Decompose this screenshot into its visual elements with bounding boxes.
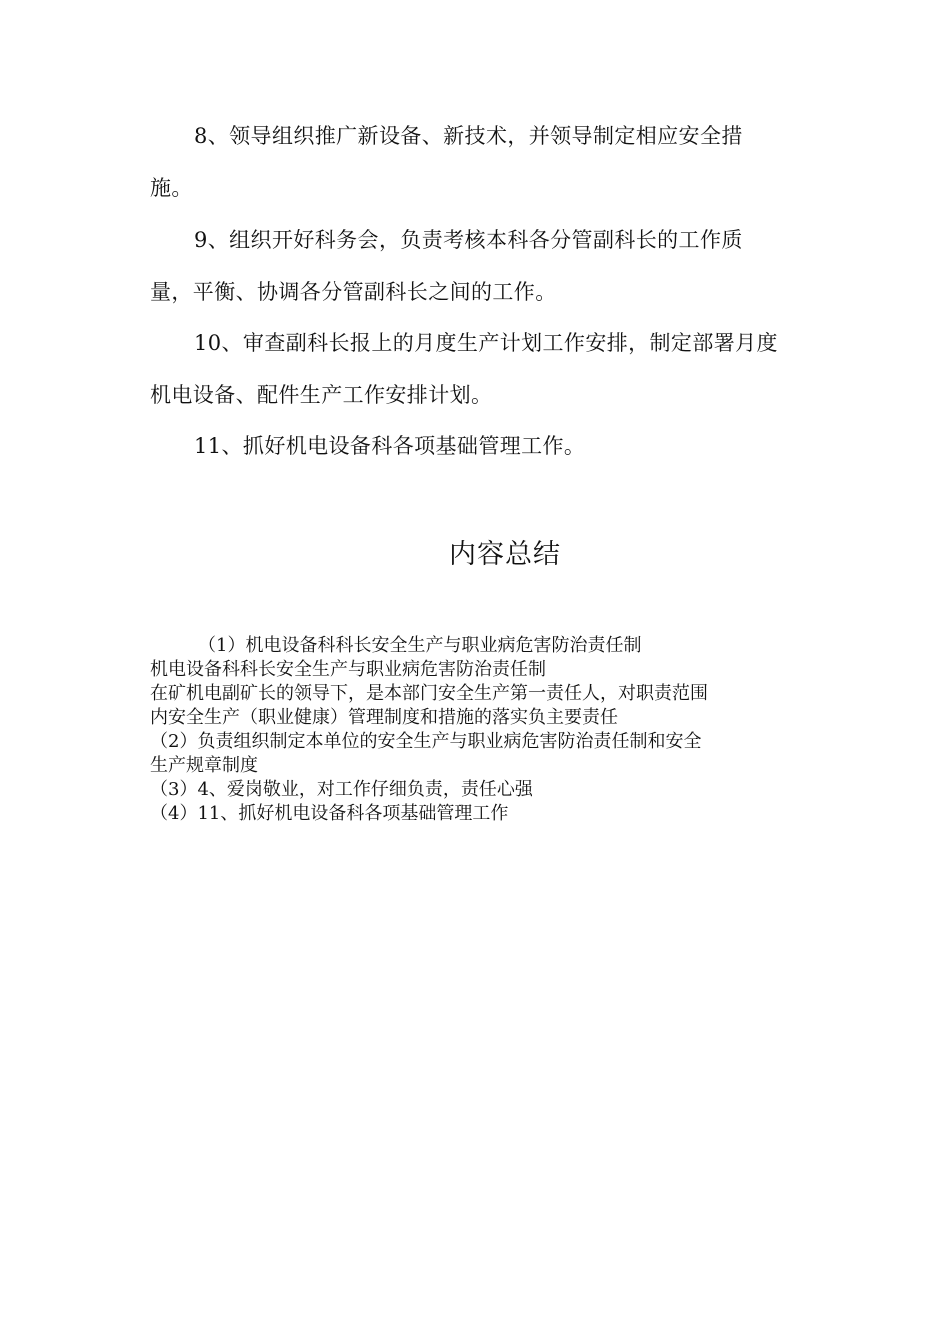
summary-line-2: 机电设备科科长安全生产与职业病危害防治责任制	[150, 659, 546, 680]
item-9-paragraph	[150, 214, 810, 318]
summary-line-7: （3）4、爱岗敬业，对工作仔细负责，责任心强	[150, 779, 533, 800]
item-8-line-2: 施。	[150, 176, 193, 200]
summary-line-4: 内安全生产（职业健康）管理制度和措施的落实负主要责任	[150, 707, 618, 728]
summary-line-5: （2）负责组织制定本单位的安全生产与职业病危害防治责任制和安全	[150, 731, 702, 752]
summary-title: 内容总结	[449, 539, 561, 570]
summary-line-1: （1）机电设备科科长安全生产与职业病危害防治责任制	[198, 635, 642, 656]
item-9-line-1: 9、组织开好科务会，负责考核本科各分管副科长的工作质	[194, 228, 743, 252]
item-9-line-2: 量，平衡、协调各分管副科长之间的工作。	[150, 280, 557, 304]
item-10-line-2: 机电设备、配件生产工作安排计划。	[150, 383, 493, 407]
summary-line-8: （4）11、抓好机电设备科各项基础管理工作	[150, 803, 509, 824]
summary-line-3: 在矿机电副矿长的领导下，是本部门安全生产第一责任人，对职责范围	[150, 683, 708, 704]
item-8-line-1: 8、领导组织推广新设备、新技术，并领导制定相应安全措	[194, 124, 743, 148]
item-10-paragraph	[150, 317, 810, 421]
item-11-paragraph	[150, 420, 810, 472]
summary-block	[150, 634, 810, 826]
item-10-line-1: 10、审查副科长报上的月度生产计划工作安排，制定部署月度	[194, 331, 778, 355]
summary-line-6: 生产规章制度	[150, 755, 258, 776]
item-11-line-1: 11、抓好机电设备科各项基础管理工作。	[194, 434, 586, 458]
item-8-paragraph	[150, 110, 810, 214]
